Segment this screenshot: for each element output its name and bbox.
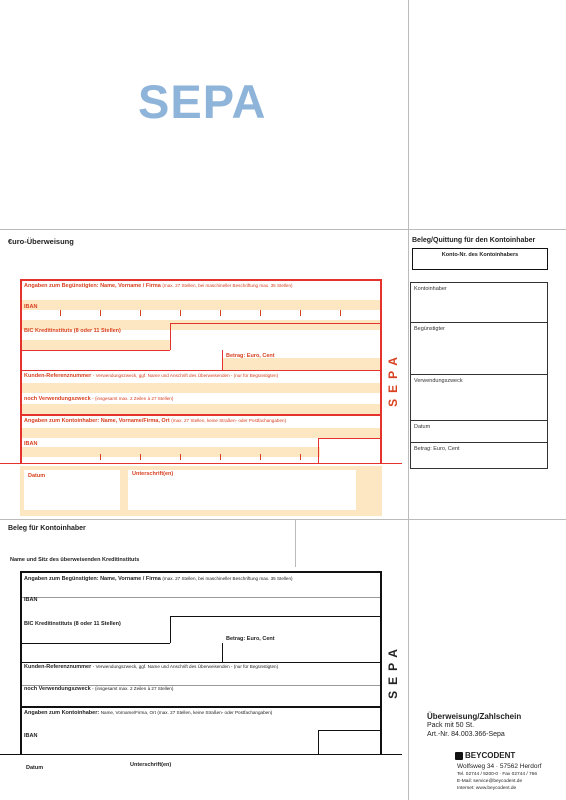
row-line [22, 597, 380, 598]
account-number-box[interactable] [412, 248, 548, 270]
form-outline [318, 438, 319, 464]
char-tick [100, 310, 101, 316]
char-tick [220, 310, 221, 316]
char-tick [220, 454, 221, 460]
field-bg [20, 428, 382, 438]
product-title: Überweisung/Zahlschein [427, 712, 522, 721]
reference-label: Kunden-Referenznummer - Verwendungszweck, ggf. Name und Anschrift des Überweisenden - (nur für Begünstigten) [24, 373, 279, 379]
company-name: BEYCODENT [465, 751, 516, 760]
amount-label: Betrag: Euro, Cent [226, 353, 275, 359]
date-label: Datum [26, 765, 44, 771]
char-tick [300, 454, 301, 460]
iban2-label: IBAN [24, 733, 38, 739]
account-number-label: Konto-Nr. des Kontoinhabers [441, 252, 519, 258]
char-tick [180, 310, 181, 316]
date-label: Datum [28, 473, 46, 479]
form-outline [380, 279, 382, 464]
receipt-title: Beleg/Quittung für den Kontoinhaber [412, 237, 536, 244]
form-outline [170, 616, 171, 643]
company-logo-icon [455, 752, 463, 760]
divider-middle-section [0, 519, 566, 520]
side-sepa-bottom: SEPA [385, 643, 400, 699]
field-bg [20, 447, 320, 457]
char-tick [140, 310, 141, 316]
field-bg [20, 404, 382, 414]
char-tick [260, 454, 261, 460]
char-tick [100, 454, 101, 460]
char-tick [260, 310, 261, 316]
receipt-row-amount[interactable]: Betrag: Euro, Cent [414, 446, 460, 452]
form-outline [318, 730, 382, 731]
char-tick [180, 454, 181, 460]
purpose-label: noch Verwendungszweck - (insgesamt max. 2 Zeilen à 27 Stellen) [24, 686, 174, 692]
form-outline [20, 706, 382, 708]
receipt-fields [410, 282, 548, 469]
form-outline [20, 571, 382, 573]
form-outline [20, 643, 170, 644]
form-outline [20, 662, 382, 663]
company-address: Wolfsweg 34 · 57562 Herdorf [457, 763, 542, 770]
field-bg [20, 300, 382, 310]
form-outline [20, 279, 382, 281]
form-outline [222, 350, 223, 370]
bank-label: Name und Sitz des überweisenden Kreditinstituts [10, 557, 140, 563]
bic-label: BIC Kreditinstituts (8 oder 11 Stellen) [24, 621, 121, 627]
form-outline [170, 616, 382, 617]
bottom-form-title: Beleg für Kontoinhaber [8, 525, 86, 532]
form-outline [20, 414, 382, 416]
signature-label: Unterschrift(en) [132, 471, 174, 477]
char-tick [140, 454, 141, 460]
form-outline [0, 754, 402, 755]
side-sepa-top: SEPA [385, 351, 400, 407]
product-article: Art.-Nr. 84.003.366-Sepa [427, 731, 505, 738]
company-phone: Tel. 02744 / 9200-0 · Fax 02744 / 766 [457, 772, 538, 777]
purpose-label: noch Verwendungszweck - (insgesamt max. 2 Zeilen à 27 Stellen) [24, 396, 174, 402]
divider-top-section [0, 229, 566, 230]
form-outline [222, 643, 223, 663]
iban2-label: IBAN [24, 441, 38, 447]
reference-label: Kunden-Referenznummer - Verwendungszweck, ggf. Name und Anschrift des Überweisenden - (nur für Begünstigten) [24, 664, 279, 670]
form-outline [20, 350, 170, 351]
form-outline [170, 323, 171, 350]
field-bg [222, 358, 382, 370]
beneficiary-label: Angaben zum Begünstigten: Name, Vorname / Firma (max. 27 Stellen, bei maschineller Beschriftung max. 35 Stellen) [24, 576, 293, 582]
sepa-logo: SEPA [138, 75, 267, 128]
divider-vertical [408, 0, 409, 800]
payer-label: Angaben zum Kontoinhaber: Name, Vorname/Firma, Ort (max. 27 Stellen, keine Straßen- oder Postfachangaben) [24, 710, 273, 716]
iban-label: IBAN [24, 304, 38, 310]
form-outline [20, 279, 22, 464]
form-outline [318, 438, 382, 439]
char-tick [340, 310, 341, 316]
form-outline [318, 730, 319, 754]
receipt-row-account-holder[interactable]: Kontoinhaber [411, 283, 547, 323]
field-bg [20, 383, 382, 393]
receipt-row-beneficiary[interactable]: Begünstigter [411, 323, 547, 375]
company-email: E-Mail: service@beycodent.de [457, 779, 523, 784]
form-outline [170, 323, 382, 324]
amount-label: Betrag: Euro, Cent [226, 636, 275, 642]
receipt-row-purpose[interactable]: Verwendungszweck [411, 375, 547, 421]
bank-separator [295, 519, 296, 567]
product-pack: Pack mit 50 St. [427, 722, 475, 729]
receipt-row-date[interactable]: Datum [411, 421, 547, 443]
form-outline [20, 370, 382, 371]
iban-label: IBAN [24, 597, 38, 603]
company-web: Internet: www.beycodent.de [457, 786, 517, 791]
char-tick [300, 310, 301, 316]
beneficiary-label: Angaben zum Begünstigten: Name, Vorname / Firma (max. 27 Stellen, bei maschineller Beschriftung max. 35 Stellen) [24, 283, 293, 289]
bic-label: BIC Kreditinstituts (8 oder 11 Stellen) [24, 328, 121, 334]
payer-label: Angaben zum Kontoinhaber: Name, Vorname/Firma, Ort (max. 27 Stellen, keine Straßen- oder Postfachangaben) [24, 418, 287, 424]
euro-transfer-title: €uro-Überweisung [8, 237, 74, 246]
char-tick [60, 310, 61, 316]
field-bg [20, 340, 170, 350]
form-outline [0, 463, 402, 464]
signature-label: Unterschrift(en) [130, 762, 172, 768]
